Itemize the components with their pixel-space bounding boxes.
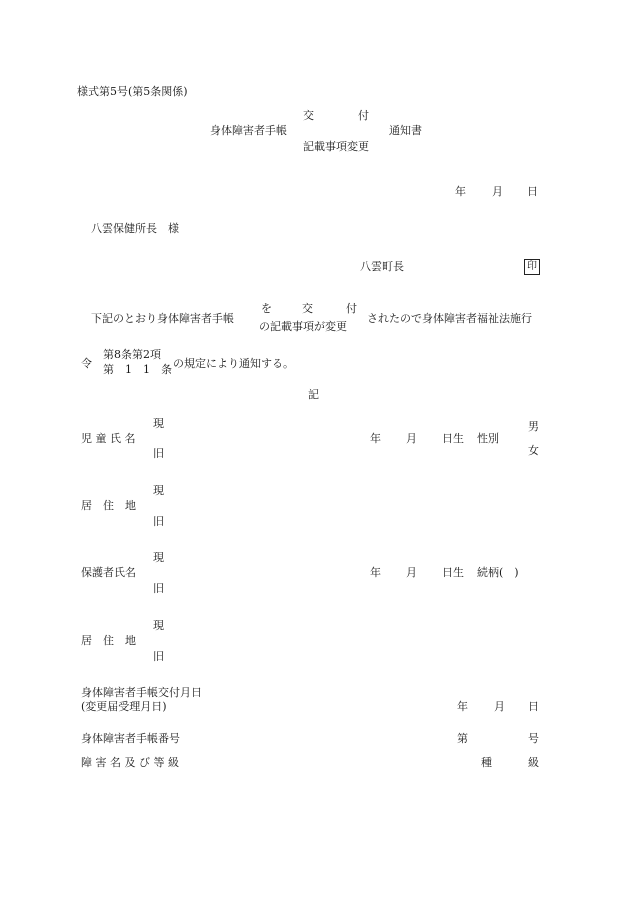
body-opt-kofu: 交 付 xyxy=(302,302,357,315)
seal-stamp: 印 xyxy=(524,259,540,275)
body-opt-wo: を xyxy=(261,302,272,315)
body-opt-henko: の記載事項が変更 xyxy=(259,320,347,333)
notebook-number-prefix: 第 xyxy=(457,732,468,745)
guardian-address-current-mark: 現 xyxy=(153,619,164,632)
guardian-birth-year: 年 xyxy=(370,566,381,579)
gender-male: 男 xyxy=(528,420,539,433)
child-birth-day: 日生 xyxy=(442,432,464,445)
child-name-label: 児 童 氏 名 xyxy=(81,432,136,445)
child-name-current-mark: 現 xyxy=(153,417,164,430)
title-option-bottom: 記載事項変更 xyxy=(303,140,369,153)
date-day: 日 xyxy=(527,185,538,198)
body-line1-prefix: 下記のとおり身体障害者手帳 xyxy=(91,312,234,325)
title-suffix: 通知書 xyxy=(389,124,422,137)
date-year: 年 xyxy=(455,185,466,198)
guardian-name-current-mark: 現 xyxy=(153,551,164,564)
body-line1-suffix: されたので身体障害者福祉法施行 xyxy=(367,312,532,325)
child-birth-month: 月 xyxy=(406,432,417,445)
gender-label: 性別 xyxy=(477,432,499,445)
disability-grade: 級 xyxy=(528,756,539,769)
issue-day: 日 xyxy=(528,700,539,713)
guardian-name-old-mark: 旧 xyxy=(153,582,164,595)
title-option-top: 交 付 xyxy=(303,109,369,122)
child-address-old-mark: 旧 xyxy=(153,515,164,528)
guardian-relation: 続柄( ) xyxy=(477,566,519,579)
guardian-address-label: 居 住 地 xyxy=(81,634,136,647)
guardian-birth-month: 月 xyxy=(406,566,417,579)
guardian-birth-day: 日生 xyxy=(442,566,464,579)
issue-year: 年 xyxy=(457,700,468,713)
date-month: 月 xyxy=(492,185,503,198)
change-date-label: (変更届受理月日) xyxy=(81,700,167,713)
issuer-name: 八雲町長 xyxy=(360,260,404,273)
child-address-current-mark: 現 xyxy=(153,484,164,497)
guardian-name-label: 保護者氏名 xyxy=(81,566,136,579)
body-line2-suffix: の規定により通知する。 xyxy=(173,357,294,370)
notebook-number-suffix: 号 xyxy=(528,732,539,745)
ki-heading: 記 xyxy=(308,388,319,401)
addressee: 八雲保健所長 様 xyxy=(91,222,179,235)
child-name-old-mark: 旧 xyxy=(153,447,164,460)
child-birth-year: 年 xyxy=(370,432,381,445)
disability-label: 障 害 名 及 び 等 級 xyxy=(81,756,179,769)
notebook-number-label: 身体障害者手帳番号 xyxy=(81,732,180,745)
title-main: 身体障害者手帳 xyxy=(210,124,287,137)
disability-type: 種 xyxy=(481,756,492,769)
form-number: 様式第5号(第5条関係) xyxy=(77,85,188,98)
child-address-label: 居 住 地 xyxy=(81,499,136,512)
issue-date-label: 身体障害者手帳交付月日 xyxy=(81,686,202,699)
law-ref-bottom: 第 1 1 条 xyxy=(103,363,172,376)
body-rei: 令 xyxy=(81,357,92,370)
law-ref-top: 第8条第2項 xyxy=(103,348,161,361)
guardian-address-old-mark: 旧 xyxy=(153,650,164,663)
issue-month: 月 xyxy=(494,700,505,713)
gender-female: 女 xyxy=(528,444,539,457)
